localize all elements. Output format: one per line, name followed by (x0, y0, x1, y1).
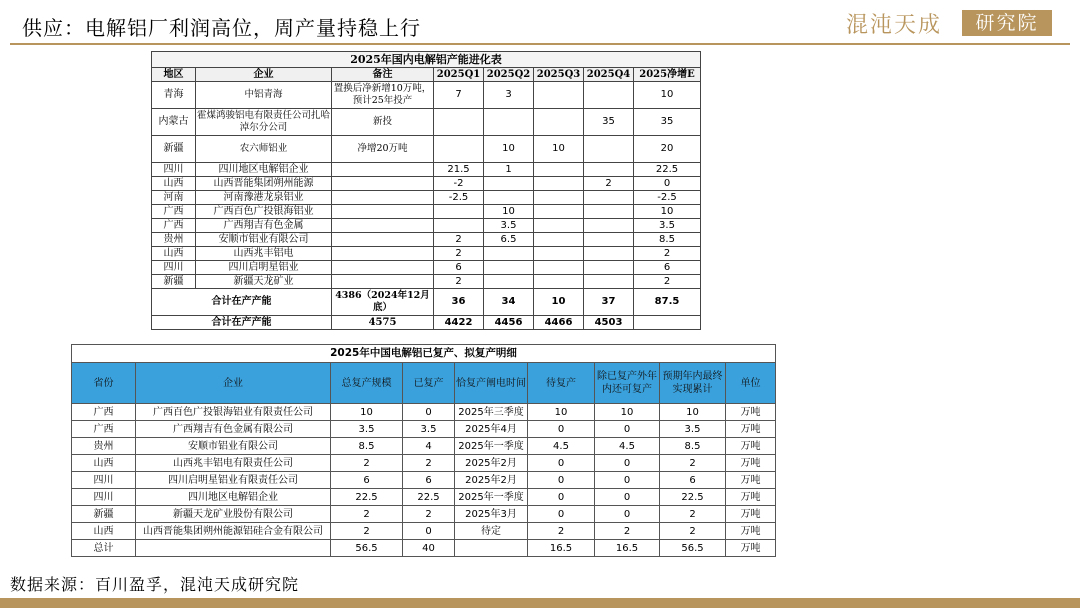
table2-cell: 贵州 (72, 438, 136, 455)
logo-left-text: 混沌天成 (846, 13, 943, 38)
table2-cell: 0 (528, 421, 595, 438)
table2-title: 2025年中国电解铝已复产、拟复产明细 (72, 345, 776, 363)
table1-cell (584, 136, 634, 163)
table2-cell: 4 (403, 438, 455, 455)
table1-cell (534, 261, 584, 275)
table2-cell: 万吨 (726, 540, 776, 557)
table2-cell: 四川 (72, 489, 136, 506)
table2-cell: 8.5 (331, 438, 403, 455)
table2-cell: 四川启明星铝业有限责任公司 (136, 472, 331, 489)
table2-cell: 万吨 (726, 523, 776, 540)
table2-cell: 广西 (72, 421, 136, 438)
logo-right-text: 研究院 (962, 10, 1052, 36)
table1-cell (434, 136, 484, 163)
table1-cell (534, 191, 584, 205)
table1-cell: 广西翔吉有色金属 (196, 219, 332, 233)
table2-cell: 0 (595, 489, 660, 506)
table1-cell: 2 (434, 233, 484, 247)
table2-cell: 四川地区电解铝企业 (136, 489, 331, 506)
table1-total-value: 36 (434, 289, 484, 316)
table2-cell: 待定 (455, 523, 528, 540)
table-row (72, 489, 776, 506)
table2-cell: 2 (660, 455, 726, 472)
table1-cell: 霍煤鸿骏铝电有限责任公司扎哈淖尔分公司 (196, 109, 332, 136)
table1-cell (584, 275, 634, 289)
table1-cell: 22.5 (634, 163, 701, 177)
table1-cell: 内蒙古 (152, 109, 196, 136)
table2-cell: 2025年三季度 (455, 404, 528, 421)
table1-cell (534, 247, 584, 261)
table-row (152, 163, 701, 177)
table-row (152, 177, 701, 191)
table1-cell: 山西 (152, 247, 196, 261)
table1-cell: 新疆天龙矿业 (196, 275, 332, 289)
table1-cell: 21.5 (434, 163, 484, 177)
table-row (152, 247, 701, 261)
table2-cell: 40 (403, 540, 455, 557)
table1-cell (332, 163, 434, 177)
table1-cell (584, 219, 634, 233)
table2-cell: 2 (660, 523, 726, 540)
table1-cell (534, 233, 584, 247)
table1-header-cell: 2025Q1 (434, 68, 484, 82)
table1-cell (332, 219, 434, 233)
table2-cell: 2 (331, 523, 403, 540)
table1-cell: -2.5 (434, 191, 484, 205)
table2-cell: 新疆天龙矿业股份有限公司 (136, 506, 331, 523)
table2-cell: 山西兆丰铝电有限责任公司 (136, 455, 331, 472)
table1-total-value: 4503 (584, 316, 634, 330)
table2-cell: 万吨 (726, 472, 776, 489)
table2-cell: 22.5 (331, 489, 403, 506)
table2-cell: 万吨 (726, 438, 776, 455)
table1-cell (534, 109, 584, 136)
table1-cell: 四川 (152, 261, 196, 275)
table1-cell (484, 261, 534, 275)
table1-cell: 净增20万吨 (332, 136, 434, 163)
table2-cell: 22.5 (403, 489, 455, 506)
table1-cell (484, 275, 534, 289)
table1-cell: 广西 (152, 205, 196, 219)
table1-cell (484, 109, 534, 136)
table1-cell (534, 82, 584, 109)
table2-cell: 万吨 (726, 421, 776, 438)
table2-cell: 总计 (72, 540, 136, 557)
table-row (152, 219, 701, 233)
table1-total-row (152, 316, 701, 330)
table1-header-cell: 企业 (196, 68, 332, 82)
table1-cell (332, 177, 434, 191)
table1-cell (332, 247, 434, 261)
table1-cell: 6 (634, 261, 701, 275)
table1-total-value: 4456 (484, 316, 534, 330)
table1-cell: 10 (634, 205, 701, 219)
table1-cell (484, 191, 534, 205)
table1-cell: 2 (434, 275, 484, 289)
table1-cell: 河南豫港龙泉铝业 (196, 191, 332, 205)
table1-cell: 10 (634, 82, 701, 109)
table1-cell (584, 82, 634, 109)
table2-header-row (72, 363, 776, 404)
table1-cell (584, 233, 634, 247)
table2-cell: 2 (331, 455, 403, 472)
table1-cell (534, 219, 584, 233)
table1-total-value: 4422 (434, 316, 484, 330)
table-row (152, 82, 701, 109)
table1-cell: 置换后净新增10万吨，预计25年投产 (332, 82, 434, 109)
table2-header-cell: 恰复产阐电时间 (455, 363, 528, 404)
table1-cell (534, 163, 584, 177)
table2-cell: 0 (403, 523, 455, 540)
table1-header-cell: 2025净增E (634, 68, 701, 82)
table1-total-value: 4466 (534, 316, 584, 330)
table2-cell: 万吨 (726, 455, 776, 472)
table1-cell: 20 (634, 136, 701, 163)
table2-cell: 10 (595, 404, 660, 421)
table2-cell: 2025年4月 (455, 421, 528, 438)
table1-cell: 10 (484, 205, 534, 219)
table2-cell: 3.5 (403, 421, 455, 438)
table1-cell: 山西晋能集团朔州能源 (196, 177, 332, 191)
table1-cell: 中铝青海 (196, 82, 332, 109)
brand-logo (846, 8, 1058, 40)
table2-cell: 新疆 (72, 506, 136, 523)
table2-cell: 山西晋能集团朔州能源铝硅合金有限公司 (136, 523, 331, 540)
table1-header-cell: 2025Q3 (534, 68, 584, 82)
table1-cell: 10 (534, 136, 584, 163)
table2-cell: 10 (660, 404, 726, 421)
table2-cell: 10 (528, 404, 595, 421)
table1-total-value: 34 (484, 289, 534, 316)
table1-cell: 2 (634, 275, 701, 289)
table2-cell: 2025年一季度 (455, 489, 528, 506)
table2-cell: 山西 (72, 523, 136, 540)
table2-cell (455, 540, 528, 557)
table2-cell: 0 (528, 506, 595, 523)
table1-cell: 3.5 (484, 219, 534, 233)
table1-cell: 贵州 (152, 233, 196, 247)
bottom-bar (0, 598, 1080, 608)
table1-cell: 2 (584, 177, 634, 191)
table2-cell: 2025年一季度 (455, 438, 528, 455)
table2-cell: 6 (403, 472, 455, 489)
table2-cell: 0 (528, 472, 595, 489)
table2-cell: 8.5 (660, 438, 726, 455)
restart-detail-table (71, 344, 776, 557)
table2-header-cell: 预期年内最终实现累计 (660, 363, 726, 404)
table1-cell: 山西兆丰铝电 (196, 247, 332, 261)
table1-cell: 3.5 (634, 219, 701, 233)
table2-cell: 0 (528, 489, 595, 506)
table2-header-cell: 省份 (72, 363, 136, 404)
table2-cell: 0 (595, 421, 660, 438)
table1-cell: 河南 (152, 191, 196, 205)
table2-cell: 山西 (72, 455, 136, 472)
table2-cell: 安顺市铝业有限公司 (136, 438, 331, 455)
table1-cell (484, 177, 534, 191)
table1-cell: 7 (434, 82, 484, 109)
table2-cell: 4.5 (595, 438, 660, 455)
table2-cell: 0 (595, 455, 660, 472)
table1-cell: 山西 (152, 177, 196, 191)
page-title: 供应：电解铝厂利润高位，周产量持稳上行 (22, 16, 421, 40)
table-row (72, 455, 776, 472)
table1-cell: 0 (634, 177, 701, 191)
table1-cell: 农六师铝业 (196, 136, 332, 163)
table1-total-value: 10 (534, 289, 584, 316)
table1-cell: 广西百色广投银海铝业 (196, 205, 332, 219)
table1-cell: -2.5 (634, 191, 701, 205)
table1-cell: 8.5 (634, 233, 701, 247)
table2-header-cell: 单位 (726, 363, 776, 404)
table1-cell: 四川地区电解铝企业 (196, 163, 332, 177)
table1-cell (584, 261, 634, 275)
table2-cell: 2025年2月 (455, 455, 528, 472)
table2-cell: 3.5 (331, 421, 403, 438)
table2-total-row (72, 540, 776, 557)
table-row (152, 191, 701, 205)
table1-header-cell: 2025Q4 (584, 68, 634, 82)
table2-cell: 2 (403, 506, 455, 523)
table2-cell: 2025年3月 (455, 506, 528, 523)
table2-cell: 万吨 (726, 489, 776, 506)
table2-cell: 2 (660, 506, 726, 523)
table1-cell: 四川 (152, 163, 196, 177)
table-row (152, 261, 701, 275)
table2-header-cell: 已复产 (403, 363, 455, 404)
capacity-evolution-table (151, 51, 701, 330)
table1-cell: 新投 (332, 109, 434, 136)
table2-cell: 2 (595, 523, 660, 540)
table1-cell: 1 (484, 163, 534, 177)
table2-cell (136, 540, 331, 557)
table2-cell: 0 (595, 472, 660, 489)
table1-cell (534, 275, 584, 289)
table-row (72, 438, 776, 455)
table1-cell (434, 219, 484, 233)
table1-total-label: 合计在产产能 (152, 289, 332, 316)
table2-cell: 2 (528, 523, 595, 540)
table1-cell: 安顺市铝业有限公司 (196, 233, 332, 247)
table2-cell: 6 (660, 472, 726, 489)
table1-cell (584, 163, 634, 177)
table2-cell: 0 (403, 404, 455, 421)
table1-cell (332, 205, 434, 219)
table2-cell: 广西翔吉有色金属有限公司 (136, 421, 331, 438)
table1-header-cell: 地区 (152, 68, 196, 82)
table-row (152, 275, 701, 289)
table2-cell: 万吨 (726, 404, 776, 421)
table-row (72, 421, 776, 438)
table-row (152, 205, 701, 219)
table-row (72, 404, 776, 421)
table2-header-cell: 总复产规模 (331, 363, 403, 404)
table2-cell: 广西百色广投银海铝业有限责任公司 (136, 404, 331, 421)
table1-total-value (634, 316, 701, 330)
table2-cell: 56.5 (331, 540, 403, 557)
table2-cell: 四川 (72, 472, 136, 489)
table2-header-cell: 待复产 (528, 363, 595, 404)
table2-header-cell: 企业 (136, 363, 331, 404)
table1-cell: 2 (634, 247, 701, 261)
table1-cell (534, 205, 584, 219)
header-divider (10, 43, 1070, 45)
table1-total-value: 87.5 (634, 289, 701, 316)
table1-total-row (152, 289, 701, 316)
table1-cell: 10 (484, 136, 534, 163)
table2-cell: 6 (331, 472, 403, 489)
table-row (72, 472, 776, 489)
table2-cell: 56.5 (660, 540, 726, 557)
data-source-note: 数据来源：百川盈孚，混沌天成研究院 (10, 575, 300, 594)
table2-cell: 16.5 (528, 540, 595, 557)
table1-cell (534, 177, 584, 191)
table-row (152, 109, 701, 136)
table1-cell (584, 205, 634, 219)
table-row (72, 506, 776, 523)
table2-cell: 2025年2月 (455, 472, 528, 489)
table1-cell: 3 (484, 82, 534, 109)
table1-total-label: 合计在产产能 (152, 316, 332, 330)
table2-cell: 2 (403, 455, 455, 472)
table1-cell: 广西 (152, 219, 196, 233)
table1-cell: -2 (434, 177, 484, 191)
table1-cell: 35 (634, 109, 701, 136)
table2-cell: 0 (528, 455, 595, 472)
table2-cell: 10 (331, 404, 403, 421)
table1-cell: 青海 (152, 82, 196, 109)
table-row (72, 523, 776, 540)
table1-total-value: 37 (584, 289, 634, 316)
table1-total-note: 4575 (332, 316, 434, 330)
table1-header-row (152, 68, 701, 82)
table1-header-cell: 2025Q2 (484, 68, 534, 82)
table1-cell (332, 261, 434, 275)
table-row (152, 233, 701, 247)
table1-cell: 35 (584, 109, 634, 136)
table1-cell (434, 109, 484, 136)
table1-cell (584, 247, 634, 261)
table1-header-cell: 备注 (332, 68, 434, 82)
table1-cell (484, 247, 534, 261)
table1-total-note: 4386（2024年12月底） (332, 289, 434, 316)
table1-cell: 四川启明星铝业 (196, 261, 332, 275)
table1-cell (434, 205, 484, 219)
table2-cell: 广西 (72, 404, 136, 421)
table2-cell: 0 (595, 506, 660, 523)
table2-cell: 2 (331, 506, 403, 523)
table1-cell: 新疆 (152, 275, 196, 289)
table-row (152, 136, 701, 163)
table2-header-cell: 除已复产外年内还可复产 (595, 363, 660, 404)
table1-cell (584, 191, 634, 205)
table2-cell: 3.5 (660, 421, 726, 438)
table1-cell (332, 233, 434, 247)
table1-cell: 2 (434, 247, 484, 261)
table1-title: 2025年国内电解铝产能进化表 (152, 52, 701, 68)
table1-cell (332, 191, 434, 205)
table2-cell: 22.5 (660, 489, 726, 506)
table1-cell (332, 275, 434, 289)
table2-cell: 16.5 (595, 540, 660, 557)
table2-cell: 4.5 (528, 438, 595, 455)
table1-cell: 6.5 (484, 233, 534, 247)
table2-cell: 万吨 (726, 506, 776, 523)
table1-cell: 6 (434, 261, 484, 275)
table1-cell: 新疆 (152, 136, 196, 163)
